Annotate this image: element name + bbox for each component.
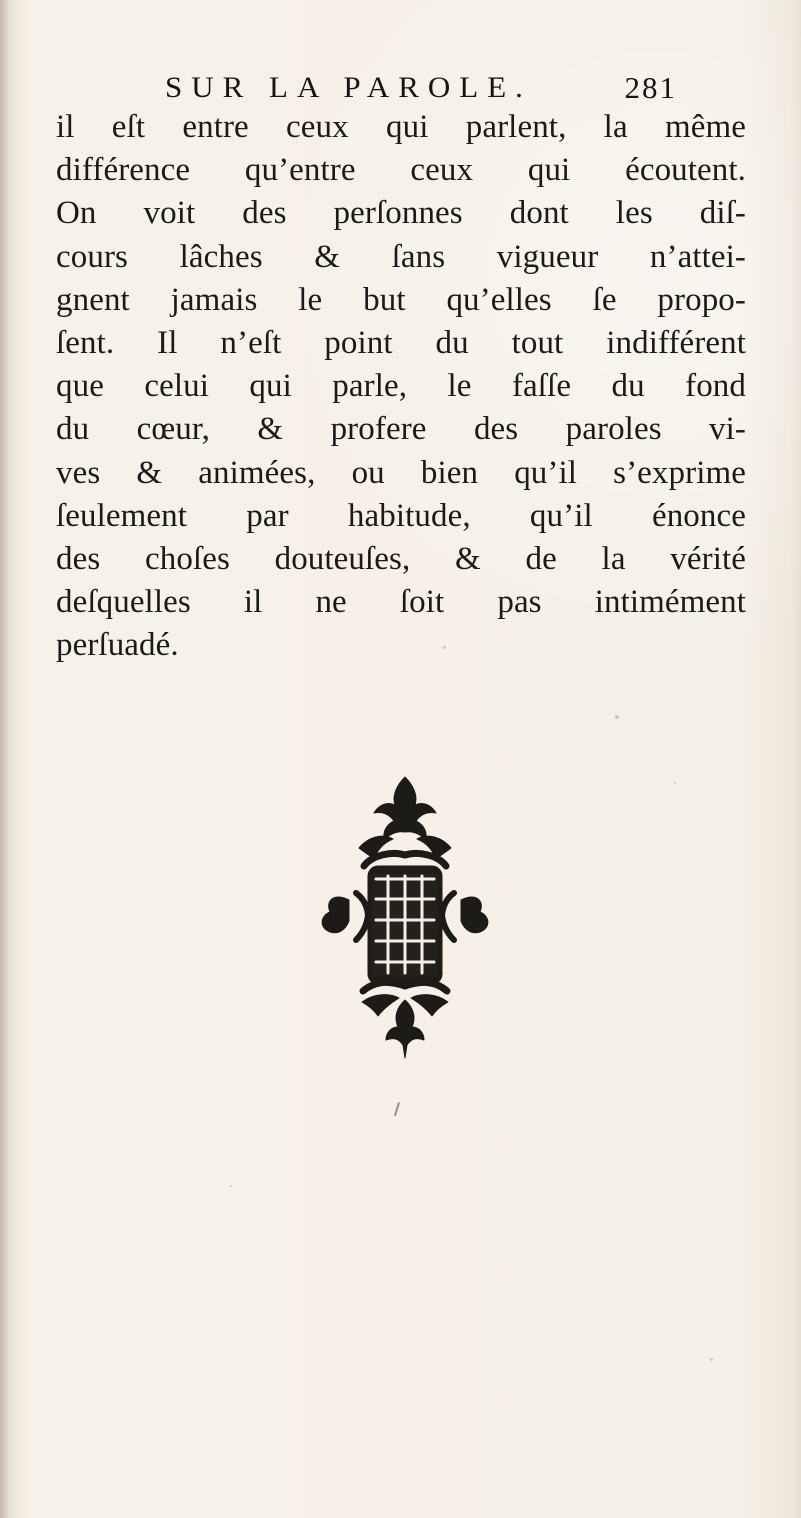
text-line: des choſes douteuſes, & de la vérité <box>56 540 746 577</box>
text-line: ſent. Il n’eſt point du tout indifférent <box>56 324 746 361</box>
page-gutter-shadow <box>0 0 18 1518</box>
text-line: il eſt entre ceux qui parlent, la même <box>56 109 746 145</box>
text-line: gnent jamais le but qu’elles ſe propo- <box>56 281 746 318</box>
paper-mark <box>394 1102 400 1116</box>
page-number: 281 <box>624 70 677 105</box>
paper-speck <box>615 715 619 719</box>
page-body-text <box>56 106 746 667</box>
paper-speck <box>710 1358 713 1361</box>
text-line: cours lâches & ſans vigueur n’attei- <box>56 238 746 275</box>
paper-speck <box>230 1185 232 1187</box>
paper-speck <box>674 782 676 784</box>
text-line: deſquelles il ne ſoit pas intimément <box>56 584 746 621</box>
text-line: que celui qui parle, le faſſe du fond <box>56 368 746 405</box>
text-line-last: perſuadé. <box>56 627 179 664</box>
printer-ornament-icon <box>300 775 510 1060</box>
text-line: ves & animées, ou bien qu’il s’exprime <box>56 454 746 491</box>
text-line: ſeulement par habitude, qu’il énonce <box>56 497 746 534</box>
text-line: du cœur, & profere des paroles vi- <box>56 411 746 448</box>
running-head-title: SUR LA PAROLE. <box>165 70 532 104</box>
text-line: différence qu’entre ceux qui écoutent. <box>56 152 746 189</box>
text-line: On voit des perſonnes dont les diſ- <box>56 195 746 232</box>
